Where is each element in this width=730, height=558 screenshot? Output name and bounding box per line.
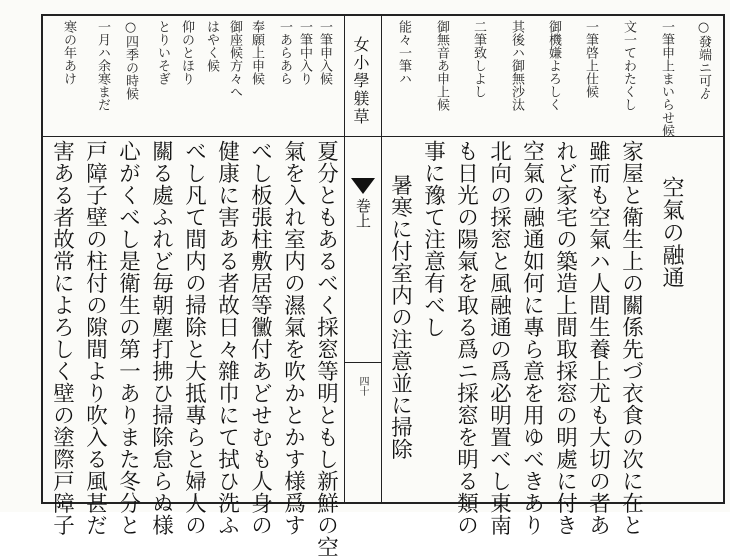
article-line: 空氣の融通如何に專ら意を用ゆべきあり: [519, 140, 545, 536]
article-line: 心がくべし是衛生の第一ありまた冬分と: [115, 140, 141, 536]
copybook-column: 二筆致しよし: [471, 20, 486, 98]
copybook-column: 能々一筆ハ: [396, 20, 411, 85]
article-line: 雖而も空氣ハ人間生養上尤も大切の者あ: [585, 140, 611, 536]
article-line: 關る處ふれど毎朝塵打拂ひ掃除怠らぬ様: [148, 140, 174, 536]
spine-line-left: [344, 14, 345, 504]
article-line: も日光の陽氣を取る爲ニ採窓を明る類の: [453, 140, 479, 536]
copybook-column: 御座候方々へ: [227, 20, 242, 98]
article-line: 家屋と衛生上の關係先づ衣食の次に在と: [618, 140, 644, 536]
copybook-column: 其後ハ御無沙汰: [509, 20, 524, 111]
copybook-divider: [41, 136, 725, 137]
spine-line-right: [381, 14, 382, 504]
article-line: 事に豫て注意有べし: [420, 140, 446, 338]
article-line: 健康に害ある者故日々雜巾にて拭ひ洗ふ: [214, 140, 240, 536]
page-edge: [0, 0, 16, 512]
copybook-column: はやく候: [204, 20, 219, 72]
copybook-column: 仰のとほり: [179, 20, 194, 85]
article-line: べし凡て間内の掃除と大抵專らと婦人の: [181, 140, 207, 536]
copybook-column: 一筆申上まいらせ候: [659, 20, 674, 137]
copybook-column: 一筆申入候: [317, 20, 332, 85]
copybook-column: 御無音あ申上候: [434, 20, 449, 111]
volume-label: 巻上: [354, 198, 372, 228]
copybook-column: 一筆啓上仕候: [583, 20, 598, 98]
article-line: 氣を入れ室内の濕氣を吹かとかす様爲す: [280, 140, 306, 536]
article-heading: 空氣の融通: [659, 176, 684, 289]
copybook-column: 一あらあら: [277, 20, 292, 85]
copybook-column: とりいそぎ: [155, 20, 170, 85]
article-line: れど家宅の築造上間取採窓の明處に付き: [552, 140, 578, 536]
copybook-column: 御機嫌よろしく: [546, 20, 561, 111]
article-subheading: 暑寒に付室内の注意並に掃除: [387, 174, 413, 460]
copybook-column: ○四季の時候: [123, 20, 138, 100]
article-line: 北向の採窓と風融通の爲必明置べし東南: [486, 140, 512, 536]
article-line: 夏分ともあるべく採窓等明ともし新鮮の空: [313, 140, 339, 558]
copybook-column: 文一てわたくし: [621, 20, 636, 111]
copybook-column: 一筆中入り: [297, 20, 312, 85]
copybook-column: ○發端ニ可ゟ: [696, 20, 711, 100]
page-number: 四十: [357, 376, 368, 396]
copybook-column: 奉願上申候: [249, 20, 264, 85]
copybook-column: 寒の年あけ: [61, 20, 76, 85]
article-line: 戸障子壁の柱付の隙間より吹入る風甚だ: [82, 140, 108, 536]
spine-divider: [344, 362, 381, 363]
article-line: べし板張柱敷居等黴付あどせむも人身の: [247, 140, 273, 536]
copybook-column: 一月ハ余寒まだ: [95, 20, 110, 111]
article-line: 害ある者故常によろしく壁の塗際戸障子: [49, 140, 75, 536]
book-title: 女小學躾草: [351, 36, 370, 126]
